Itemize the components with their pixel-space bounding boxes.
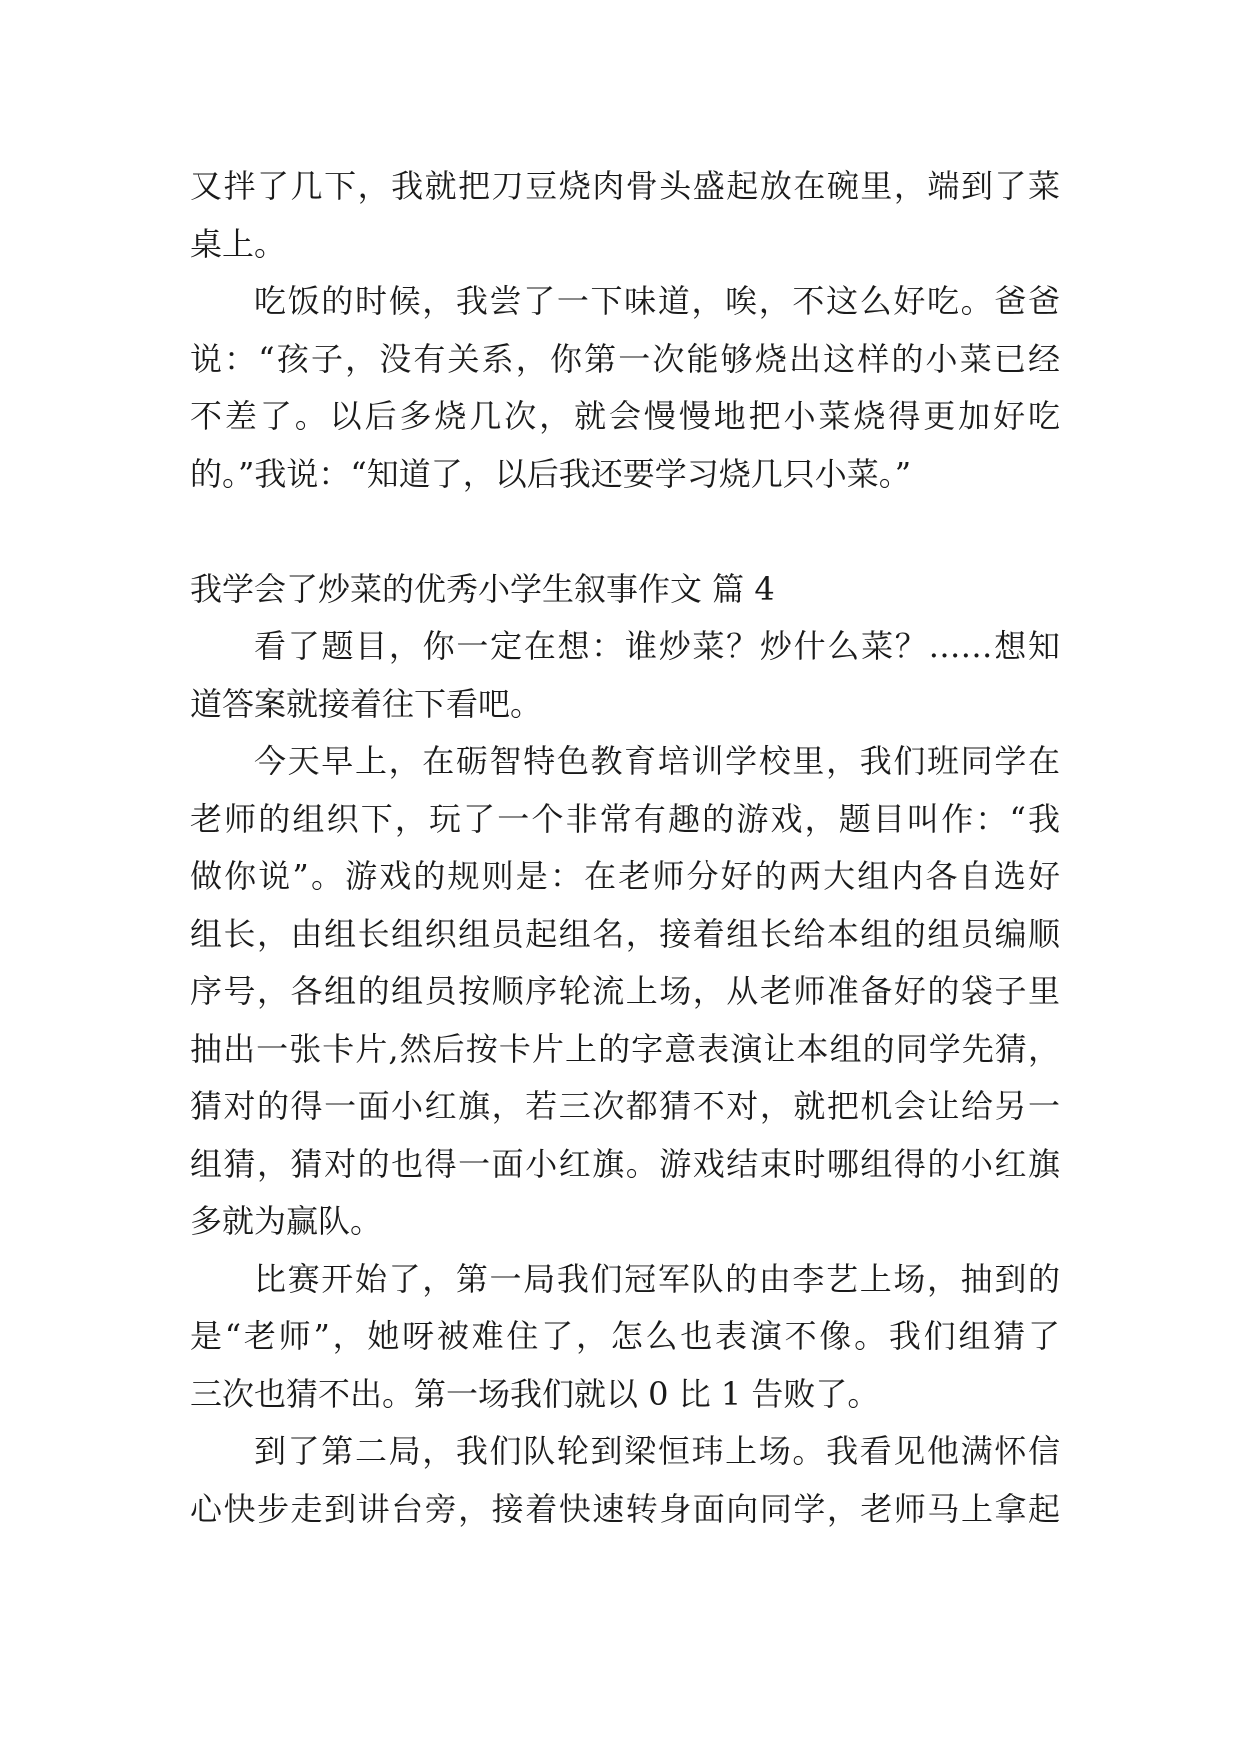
text-line: 桌上。 xyxy=(190,224,287,263)
paragraph xyxy=(190,158,1060,273)
document-body xyxy=(190,158,1060,1538)
text-line: 今天早上，在砺智特色教育培训学校里，我们班同学在 xyxy=(254,742,1060,780)
text-line: 看了题目，你一定在想：谁炒菜？炒什么菜？……想知 xyxy=(254,627,1060,665)
text-line: 心快步走到讲台旁，接着快速转身面向同学，老师马上拿起 xyxy=(190,1489,1060,1528)
paragraph xyxy=(190,618,1060,733)
text-line: 做你说”。游戏的规则是：在老师分好的两大组内各自选好 xyxy=(190,857,1060,895)
text-line: 说：“孩子，没有关系，你第一次能够烧出这样的小菜已经 xyxy=(190,339,1060,378)
paragraph xyxy=(190,1251,1060,1424)
text-line: 猜对的得一面小红旗，若三次都猜不对，就把机会让给另一 xyxy=(190,1087,1060,1125)
paragraph xyxy=(190,273,1060,503)
text-line: 组长，由组长组织组员起组名，接着组长给本组的组员编顺 xyxy=(190,914,1060,953)
text-line: 组猜，猜对的也得一面小红旗。游戏结束时哪组得的小红旗 xyxy=(190,1144,1060,1183)
section-title: 我学会了炒菜的优秀小学生叙事作文 篇 4 xyxy=(190,569,775,608)
text-line: 是“老师”，她呀被难住了，怎么也表演不像。我们组猜了 xyxy=(190,1317,1060,1355)
paragraph-spacer xyxy=(190,503,1060,561)
text-line: 吃饭的时候，我尝了一下味道，唉，不这么好吃。爸爸 xyxy=(254,282,1060,320)
text-line: 三次也猜不出。第一场我们就以 0 比 1 告败了。 xyxy=(190,1374,880,1413)
text-line: 序号，各组的组员按顺序轮流上场，从老师准备好的袋子里 xyxy=(190,972,1060,1010)
text-line: 又拌了几下，我就把刀豆烧肉骨头盛起放在碗里，端到了菜 xyxy=(190,167,1060,205)
paragraph xyxy=(190,733,1060,1251)
paragraph xyxy=(190,1423,1060,1538)
text-line: 多就为赢队。 xyxy=(190,1202,383,1240)
text-line: 道答案就接着往下看吧。 xyxy=(190,684,543,723)
text-line: 抽出一张卡片,然后按卡片上的字意表演让本组的同学先猜， xyxy=(190,1029,1060,1068)
text-line: 老师的组织下，玩了一个非常有趣的游戏，题目叫作：“我 xyxy=(190,799,1060,838)
text-line: 到了第二局，我们队轮到梁恒玮上场。我看见他满怀信 xyxy=(254,1432,1060,1470)
text-line: 比赛开始了，第一局我们冠军队的由李艺上场，抽到的 xyxy=(254,1259,1060,1298)
text-line: 不差了。以后多烧几次，就会慢慢地把小菜烧得更加好吃 xyxy=(190,397,1060,435)
text-line: 的。”我说：“知道了，以后我还要学习烧几只小菜。” xyxy=(190,454,912,493)
